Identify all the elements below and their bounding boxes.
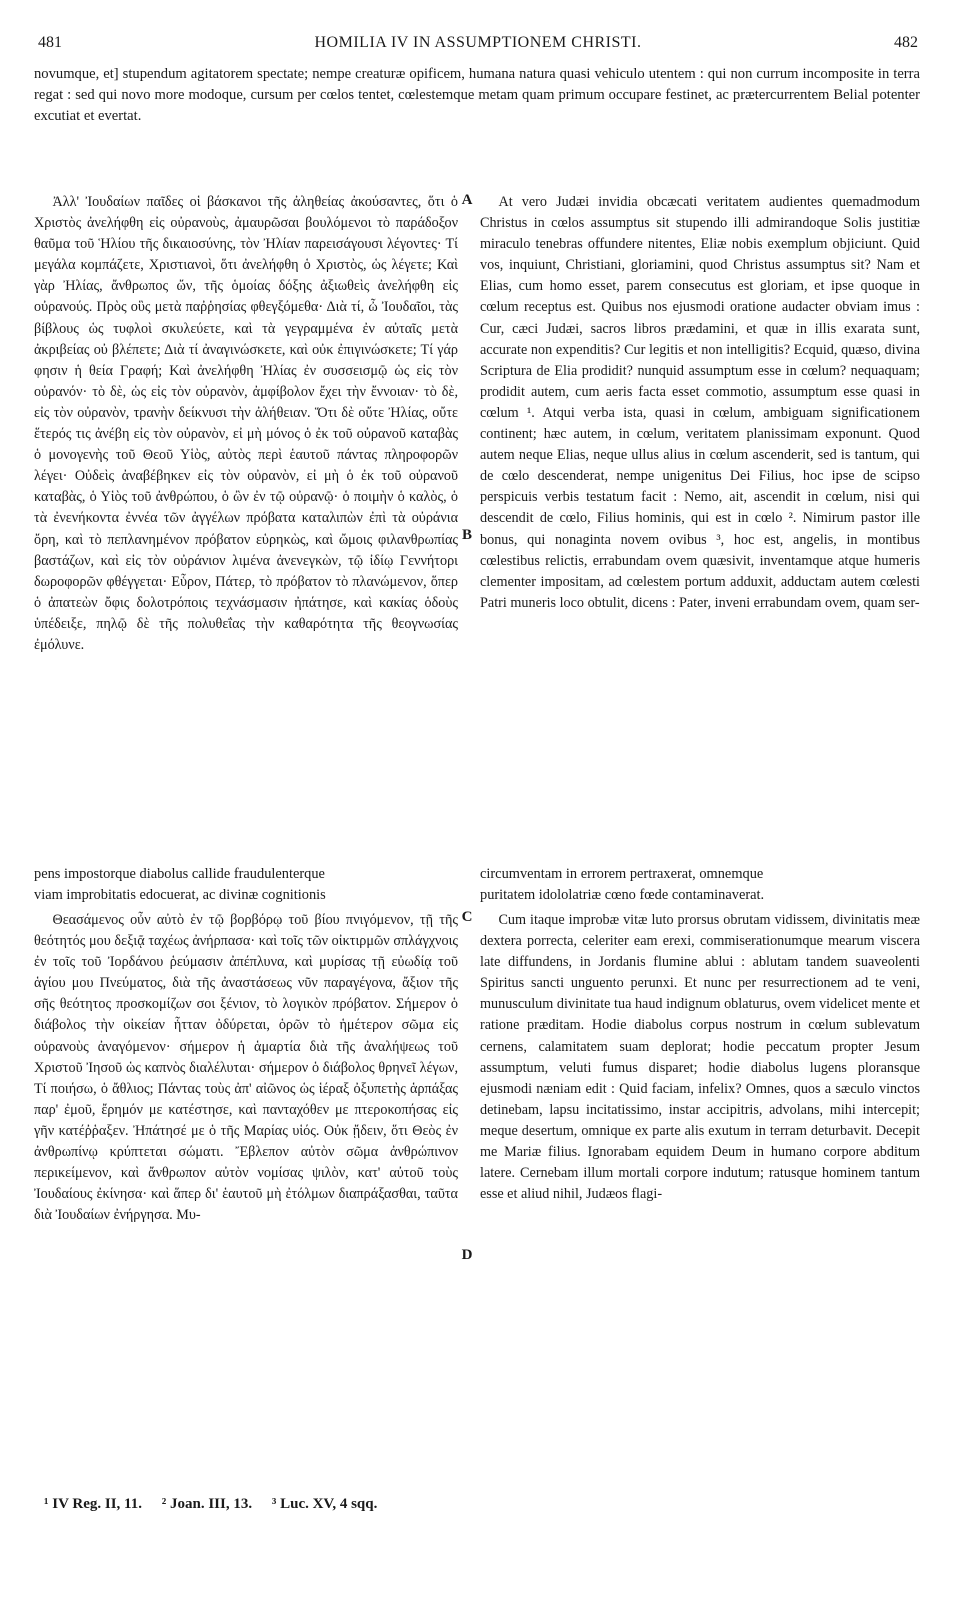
greek-paragraph: Ἀλλ' Ἰουδαίων παῖδες οἱ βάσκανοι τῆς ἀληθείας ἀκούσαντες, ὅτι ὁ Χριστὸς ἀνελήφθη εἰς οὐρανοὺς, ἀμαυρῶσαι βουλόμενοι τὸ παράδοξον θαῦμα τοῦ Ἡλίου τῆς δικαιοσύνης, τὸν Ἠλίαν παρεισάγουσι λέγοντες· Τί μεγάλα κομπάζετε, Χριστιανοὶ, ὅτι ἀνελήφθη ὁ Χριστὸς, ὡς λέγετε; Καὶ γὰρ Ἠλίας, ἄνθρωπος ὤν, τῆς ὁμοίας δόξης ἀξιωθεὶς ἀνελήφθη εἰς οὐρανούς. Πρὸς οὓς μετὰ παῤῥησίας φθεγξόμεθα· Διὰ τί, ὦ Ἰουδαῖοι, τὰς βίβλους ὡς τυφλοὶ σκυλεύετε, καὶ τὰ γεγραμμένα ἐν αὐταῖς μετὰ ἀκριβείας οὐ βλέπετε; Διὰ τί ἀναγινώσκετε, καὶ οὐκ ἐπιγινώσκετε; Τί γάρ φησιν ἡ θεία Γραφή; Καὶ ἀνελήφθη Ἠλίας ἐν συσσεισμῷ ὡς εἰς τὸν οὐρανόν· τὸ δὲ, ὡς εἰς τὸν οὐρανὸν, ἀμφίβολον ἔχει τὴν ἔννοιαν· τὸ δὲ, εἰς τὸν οὐρανὸν, τρανὴν δείκνυσι τὴν ἀλήθειαν. Ὅτι δὲ οὔτε Ἠλίας, οὔτε ἕτερός τις ἀνέβη εἰς τὸν οὐρανὸν, εἰ μὴ μόνος ὁ ἐκ τοῦ οὐρανοῦ καταβὰς ὁ μονογενὴς τοῦ Θεοῦ Υἱὸς, αὐτὸς περὶ ἑαυτοῦ πάντας πληροφορῶν λέγει· Οὐδεὶς ἀναβέβηκεν εἰς τὸν οὐρανὸν, εἰ μὴ ὁ ἐκ τοῦ οὐρανοῦ καταβὰς, ὁ Υἱὸς τοῦ ἀνθρώπου, ὁ ὢν ἐν τῷ οὐρανῷ· ὁ ποιμὴν ὁ καλὸς, ὁ τὰ ἐνενήκοντα ἐννέα τῶν ἀγγέλων πρόβατα καταλιπὼν ἐπὶ τὰ οὐράνια ὄρη, καὶ τὸ πεπλανημένον πρόβατον εὑρηκὼς, καὶ ὤμοις φιλανθρωπίας βαστάζων, καὶ εἰς τὸν οὐράνιον λιμένα ἀνενεγκὼν, τῷ ἰδίῳ Γεννήτορι δωροφορῶν φθέγγεται· Εὗρον, Πάτερ, τὸ πρόβατον τὸ πλανώμενον, ὅπερ ὁ ἀπατεὼν ὄφις δολοτρόποις τεχνάσμασιν ἠπάτησε, καὶ κακίας ὁδοὺς ὑπέδειξε, πηλῷ δὲ τῆς πολυθεΐας τὴν καθαρότητα τῆς θεογνωσίας ἐμόλυνε. [34,194,458,653]
margin-marker-a: A [461,192,473,208]
running-header [38,34,918,58]
footnotes [44,1496,644,1513]
page-number-right: 482 [894,34,918,51]
latin-column-bottom [480,910,920,1205]
greek-column-top [34,192,458,656]
latin-column-top [480,192,920,614]
footnote-2: ² Joan. III, 13. [161,1496,253,1512]
latin-paragraph: Cum itaque improbæ vitæ luto prorsus obrutam vidissem, divinitatis meæ dextera porrecta, celeriter eam erexi, commiserationumque mearum viscera late diffundens, in Jordanis flumine ablui : ablutam tandem suaveolenti Spiritus sancti unguento perunxi. Et nunc per resurrectionem ad te veni, munusculum divinitate tua haud indignum oblaturus, ovem videlicet mente et ratione præditam. Hodie diabolus corpus nostrum in cœlum sublevatum cernens, calamitatem suam deplorat; hodie peccatum propter Jesum assumptum, veluti fumus disparet; hodie diabolus lugens ploransque ejusmodi næniam edit : Quid faciam, infelix? Omnes, quos a sæculo vinctos detinebam, lapsu incitatissimo, instar accipitris, advolans, mihi intercepit; meque desertum, omnique ex parte alis exutum in terram deturbavit. Decepit me Mariæ filius. Ignorabam equidem Deum in humano corpore abditum latere. Cernebam illum mortali corpore indutum; ratusque hominem tantum esse et aliud nihil, Judæos flagi- [480,912,920,1203]
running-title: HOMILIA IV IN ASSUMPTIONEM CHRISTI. [314,34,642,51]
greek-column-bottom [34,910,458,1226]
bridge-right-line-1: circumventam in errorem pertraxerat, omnemque [480,866,764,882]
latin-paragraph: At vero Judæi invidia obcæcati veritatem audientes quemadmodum Christus in cœlos assumptus sit stupendo illi admirandoque Solis justitiæ miraculo tenebras offundere nitentes, Eliæ nobis exemplum objiciunt. Quid vos, inquiunt, Christiani, gloriamini, quod Christus assumptus sit? Nam et Elias, cum homo esset, parem consecutus est gloriam, et ipse quoque in cœlum receptus est. Quibus nos ejusmodi oratione audacter obviam imus : Cur, cæci Judæi, sacros libros prædamini, et quæ in illis exarata sunt, accurate non expenditis? Cur legitis et non intelligitis? Ecquid, quæso, divina Scriptura de Elia prodidit? nunquid assumptum esse in cœlum? nequaquam; prodidit autem, cum aeris facta esset commotio, assumptum esse quasi in cœlum ¹. Atqui verba ista, quasi in cœlum, ambiguam significationem continent; hæc autem, in cœlum, veritatem planissimam exponunt. Quod autem neque Elias, neque ullus alius in cœlum ascenderit, sed is tantum, qui de cœlo descenderat, nempe unigenitus Dei Filius, hoc ipse de scipso perspicuis verbis testatum facit : Nemo, ait, ascendit in cœlum, nisi qui descendit de cœlo, Filius hominis, qui est in cœlo ². Nimirum pastor ille bonus, qui nonaginta novem ovibus ³, hoc est, angelis, in montibus cœlestibus relictis, errabundam ovem quæsivit, inventamque atque humeris clementer impositam, ad cœlestem portum adduxit, adductam autem cœlesti Patri muneris loco obtulit, dicens : Pater, inveni errabundam ovem, quam ser- [480,194,920,611]
footnote-1: ¹ IV Reg. II, 11. [44,1496,142,1512]
margin-marker-c: C [461,909,473,925]
bridge-right-line-2: puritatem idololatriæ cœno fœde contaminaverat. [480,887,765,903]
bridge-left-line-2: viam improbitatis edocuerat, ac divinæ cognitionis [34,887,326,903]
footnote-3: ³ Luc. XV, 4 sqq. [271,1496,378,1512]
margin-marker-b: B [461,527,472,543]
greek-paragraph: Θεασάμενος οὖν αὐτὸ ἐν τῷ βορβόρῳ τοῦ βίου πνιγόμενον, τῇ τῆς θεότητός μου δεξιᾷ ταχέως ἀνήρπασα· καὶ τοῖς τῶν οἰκτιρμῶν σπλάγχνοις ἐν τοῖς τοῦ Ἰορδάνου ῥεύμασιν ἀπέπλυνα, καὶ μυρίσας τῇ εὐωδίᾳ τοῦ ἁγίου μου Πνεύματος, διὰ τῆς ἀναστάσεως νῦν παραγέγονα, ἄξιον τῆς σῆς θεότητος προσκομίζων σοι ξένιον, τὸ λογικὸν πρόβατον. Σήμερον ὁ διάβολος τὴν οἰκείαν ἧτταν ὀδύρεται, ὁρῶν τὸ ἡμέτερον σῶμα εἰς οὐρανοὺς ἀναγόμενον· σήμερον ἡ ἁμαρτία διὰ τῆς ἀναλήψεως τοῦ Χριστοῦ Ἰησοῦ ὡς καπνὸς διαλέλυται· σήμερον ὁ διάβολος θρηνεῖ λέγων, Τί ποιήσω, ὁ ἄθλιος; Πάντας τοὺς ἀπ' αἰῶνος ὡς ἱέραξ ὀξυπετὴς ἁρπάξας παρ' ἐμοῦ, ἔρημόν με κατέστησε, καὶ πανταχόθεν με πτεροκοπήσας εἰς γῆν κατέῤῥαξεν. Ἠπάτησέ με ὁ τῆς Μαρίας υἱός. Οὐκ ᾔδειν, ὅτι Θεὸς ἐν ἀνθρωπίνῳ κρύπτεται σώματι. Ἔβλεπον αὐτὸν σῶμα ἀνθρώπινον περικείμενον, καὶ ἄνθρωπον αὐτὸν νομίσας ψιλὸν, κατ' αὐτοῦ τοὺς Ἰουδαίους ἐκίνησα· καὶ ἅπερ δι' ἑαυτοῦ μὴ ἐτόλμων διαπράξασθαι, ταῦτα διὰ Ἰουδαίων ἐνήργησα. Μυ- [34,912,458,1224]
intro-text: novumque, et] stupendum agitatorem spectate; nempe creaturæ opificem, humana natura quasi vehiculo utentem : qui non currum incomposite in terra regat : sed qui novo more modoque, cursum per cœlos tentet, cœlestemque metam quam primum occupare festinet, ac prætercurrentem Belial potenter excutiat et evertat. [34,66,920,125]
margin-marker-d: D [461,1247,473,1263]
bridge-left-line-1: pens impostorque diabolus callide fraudulenterque [34,866,325,882]
intro-latin-paragraph [34,64,920,128]
page-number-left: 481 [38,34,62,51]
